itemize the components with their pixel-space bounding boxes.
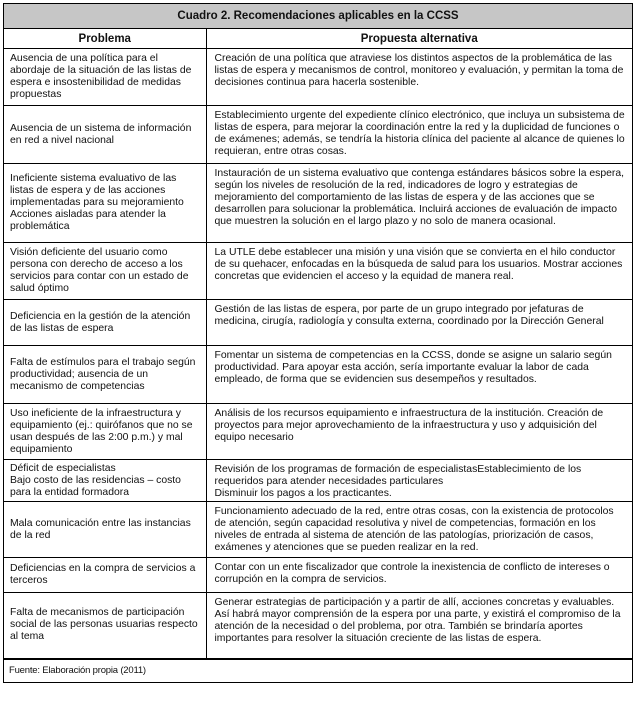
proposal-cell: Creación de una política que atraviese los distintos aspectos de la problemática de las listas de espera y mecanismos de control, monitoreo y evaluación, y permitan la toma de decisiones continua para hacerla sostenible. [206, 49, 632, 106]
proposal-cell: Análisis de los recursos equipamiento e infraestructura de la institución. Creación de proyectos para mejor aprovechamiento de la infraestructura y uso y adquisición del equipo necesario [206, 404, 632, 460]
problem-cell: Mala comunicación entre las instancias de la red [4, 502, 206, 558]
problem-cell: Visión deficiente del usuario como persona con derecho de acceso a los servicios para contar con un estado de salud óptimo [4, 243, 206, 300]
table-row [4, 460, 632, 502]
recommendations-table [3, 3, 633, 683]
header-row [4, 29, 632, 49]
proposal-cell: Establecimiento urgente del expediente clínico electrónico, que incluya un subsistema de listas de espera, para mejorar la coordinación entre la red y la duplicidad de funciones o de exámenes; además, se tendría la historia clínica del paciente al alcance de quienes lo requieran, entre otras cosas. [206, 106, 632, 164]
problem-cell: Ausencia de una política para el abordaje de la situación de las listas de espera e insostenibilidad de medidas propuestas [4, 49, 206, 106]
table-row [4, 164, 632, 243]
proposal-cell: Instauración de un sistema evaluativo que contenga estándares básicos sobre la espera, según los niveles de resolución de la red, indicadores de logro y estrategias de mejoramiento del comportamiento de las listas de espera y de las acciones que se desarrollen para solucionar la problemática. Incluirá acciones de evaluación de impacto que muestren la solución en el largo plazo y no solo de manera ocasional. [206, 164, 632, 243]
proposal-cell: Fomentar un sistema de competencias en la CCSS, donde se asigne un salario según productividad. Para apoyar esta acción, sería importante evaluar la labor de cada empleado, de forma que se evidencien sus desempeños y resultados. [206, 346, 632, 404]
problem-cell: Ineficiente sistema evaluativo de las listas de espera y de las acciones implementadas para su mejoramiento Acciones aisladas para atender la problemática [4, 164, 206, 243]
problem-cell: Deficiencia en la gestión de la atención de las listas de espera [4, 300, 206, 346]
problem-cell: Déficit de especialistas Bajo costo de las residencias – costo para la entidad formadora [4, 460, 206, 502]
table-row [4, 593, 632, 659]
table-source: Fuente: Elaboración propia (2011) [9, 664, 146, 676]
table-row [4, 106, 632, 164]
proposal-cell: Generar estrategias de participación y a partir de allí, acciones concretas y evaluables. Así habrá mayor comprensión de la espera por una parte, y existirá el compromiso de la atención de la necesidad o del problema, por otra. También se brindaría aportes importantes para resolver la situación creciente de las listas de espera. [206, 593, 632, 659]
table-row [4, 300, 632, 346]
proposal-cell: La UTLE debe establecer una misión y una visión que se convierta en el hilo conductor de su quehacer, enfocadas en la búsqueda de salud para los usuarios. Mostrar acciones concretas que evidencien el acceso y la equidad de manera real. [206, 243, 632, 300]
proposal-cell: Gestión de las listas de espera, por parte de un grupo integrado por jefaturas de medicina, cirugía, radiología y consulta externa, coordinado por la Dirección General [206, 300, 632, 346]
problem-cell: Falta de mecanismos de participación social de las personas usuarias respecto al tema [4, 593, 206, 659]
problem-cell: Falta de estímulos para el trabajo según productividad; ausencia de un mecanismo de competencias [4, 346, 206, 404]
table-row [4, 49, 632, 106]
proposal-cell: Revisión de los programas de formación de especialistasEstablecimiento de los requeridos para atender necesidades particulares Disminuir los pagos a los practicantes. [206, 460, 632, 502]
problem-cell: Deficiencias en la compra de servicios a terceros [4, 558, 206, 593]
table-row [4, 243, 632, 300]
table-title: Cuadro 2. Recomendaciones aplicables en la CCSS [4, 4, 632, 29]
header-propuesta: Propuesta alternativa [206, 29, 632, 49]
proposal-cell: Funcionamiento adecuado de la red, entre otras cosas, con la existencia de protocolos de atención, según capacidad resolutiva y nivel de competencias, formación en los niveles de entrada al sistema de atención de las patologías, priorización de casos, exámenes y atenciones que se pueden realizar en la red. [206, 502, 632, 558]
table-body [4, 29, 632, 660]
proposal-cell: Contar con un ente fiscalizador que controle la inexistencia de conflicto de intereses o corrupción en la compra de servicios. [206, 558, 632, 593]
table-row [4, 502, 632, 558]
problem-cell: Uso ineficiente de la infraestructura y equipamiento (ej.: quirófanos que no se usan después de las 2:00 p.m.) y mal equipamiento [4, 404, 206, 460]
table-row [4, 346, 632, 404]
problem-cell: Ausencia de un sistema de información en red a nivel nacional [4, 106, 206, 164]
table-row [4, 404, 632, 460]
table-row [4, 558, 632, 593]
header-problema: Problema [4, 29, 206, 49]
